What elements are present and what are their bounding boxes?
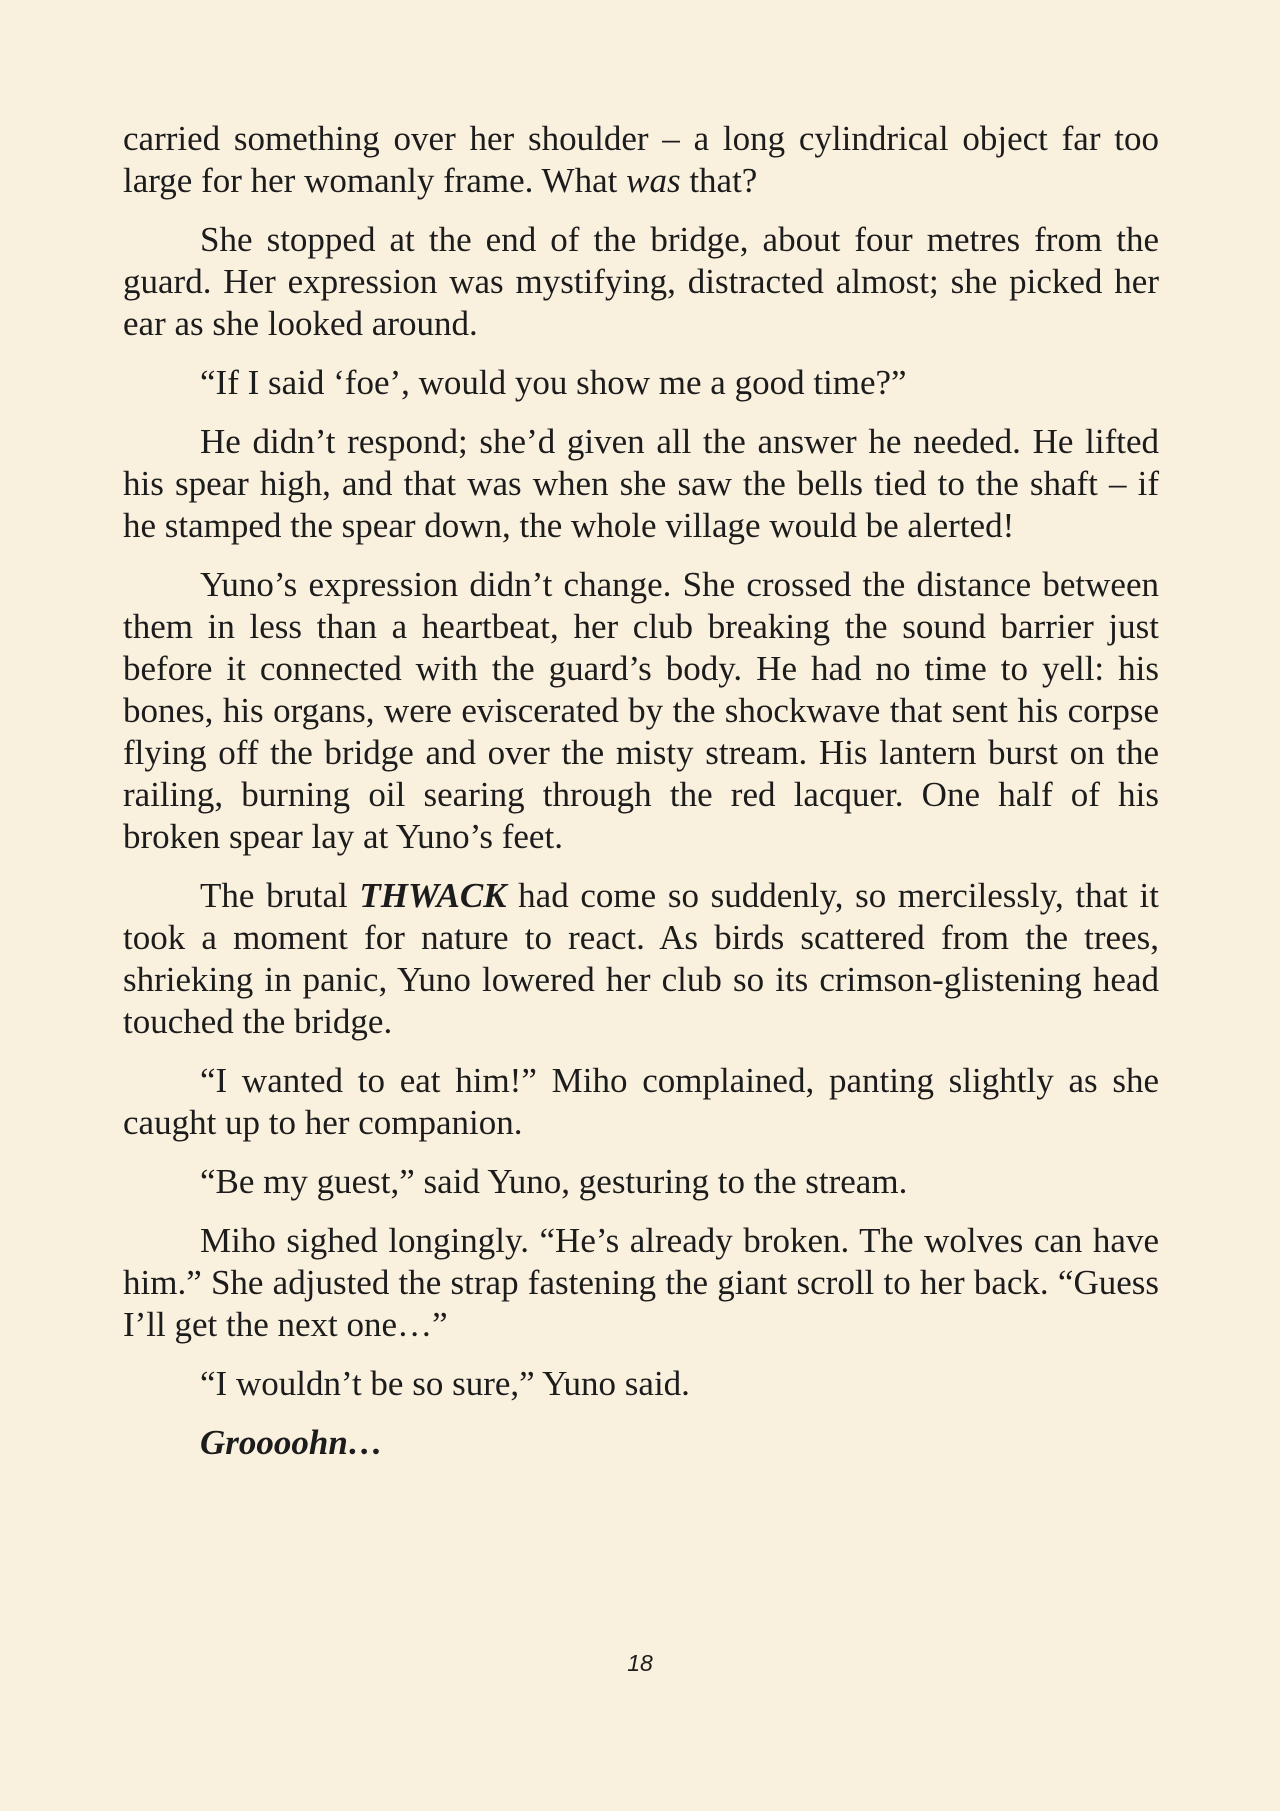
- paragraph: Yuno’s expression didn’t change. She crossed the distance between them in less than a heartbeat, her club breaking the sound barrier just before it connected with the guard’s body. He had no time to yell: his bones, his organs, were eviscerated by the shockwave that sent his corpse flying off the bridge and over the misty stream. His lantern burst on the railing, burning oil searing through the red lacquer. One half of his broken spear lay at Yuno’s feet.: [123, 565, 1159, 856]
- paragraph: He didn’t respond; she’d given all the answer he needed. He lifted his spear high, and that was when she saw the bells tied to the shaft – if he stamped the spear down, the whole village would be alerted!: [123, 422, 1159, 545]
- paragraph: The brutal THWACK had come so suddenly, so mercilessly, that it took a moment for nature to react. As birds scattered from the trees, shrieking in panic, Yuno lowered her club so its crimson-glistening head touched the bridge.: [123, 876, 1159, 1041]
- emphasis-text: was: [626, 161, 681, 200]
- paragraph: “Be my guest,” said Yuno, gesturing to the stream.: [200, 1162, 908, 1201]
- paragraph: “I wanted to eat him!” Miho complained, panting slightly as she caught up to her companion.: [123, 1061, 1159, 1142]
- body-text: [123, 118, 1159, 1481]
- paragraph: [123, 1422, 1159, 1464]
- paragraph: “I wouldn’t be so sure,” Yuno said.: [200, 1364, 690, 1403]
- page-number: 18: [627, 1650, 653, 1676]
- paragraph: carried something over her shoulder – a long cylindrical object far too large for her womanly frame. What was that?: [123, 119, 1159, 200]
- sound-effect-text: Groooohn…: [200, 1423, 383, 1462]
- paragraph: Miho sighed longingly. “He’s already broken. The wolves can have him.” She adjusted the strap fastening the giant scroll to her back. “Guess I’ll get the next one…”: [123, 1221, 1159, 1344]
- sound-effect-text: THWACK: [359, 876, 507, 915]
- paragraph: “If I said ‘foe’, would you show me a good time?”: [200, 363, 907, 402]
- paragraph: She stopped at the end of the bridge, about four metres from the guard. Her expression was mystifying, distracted almost; she picked her ear as she looked around.: [123, 220, 1159, 343]
